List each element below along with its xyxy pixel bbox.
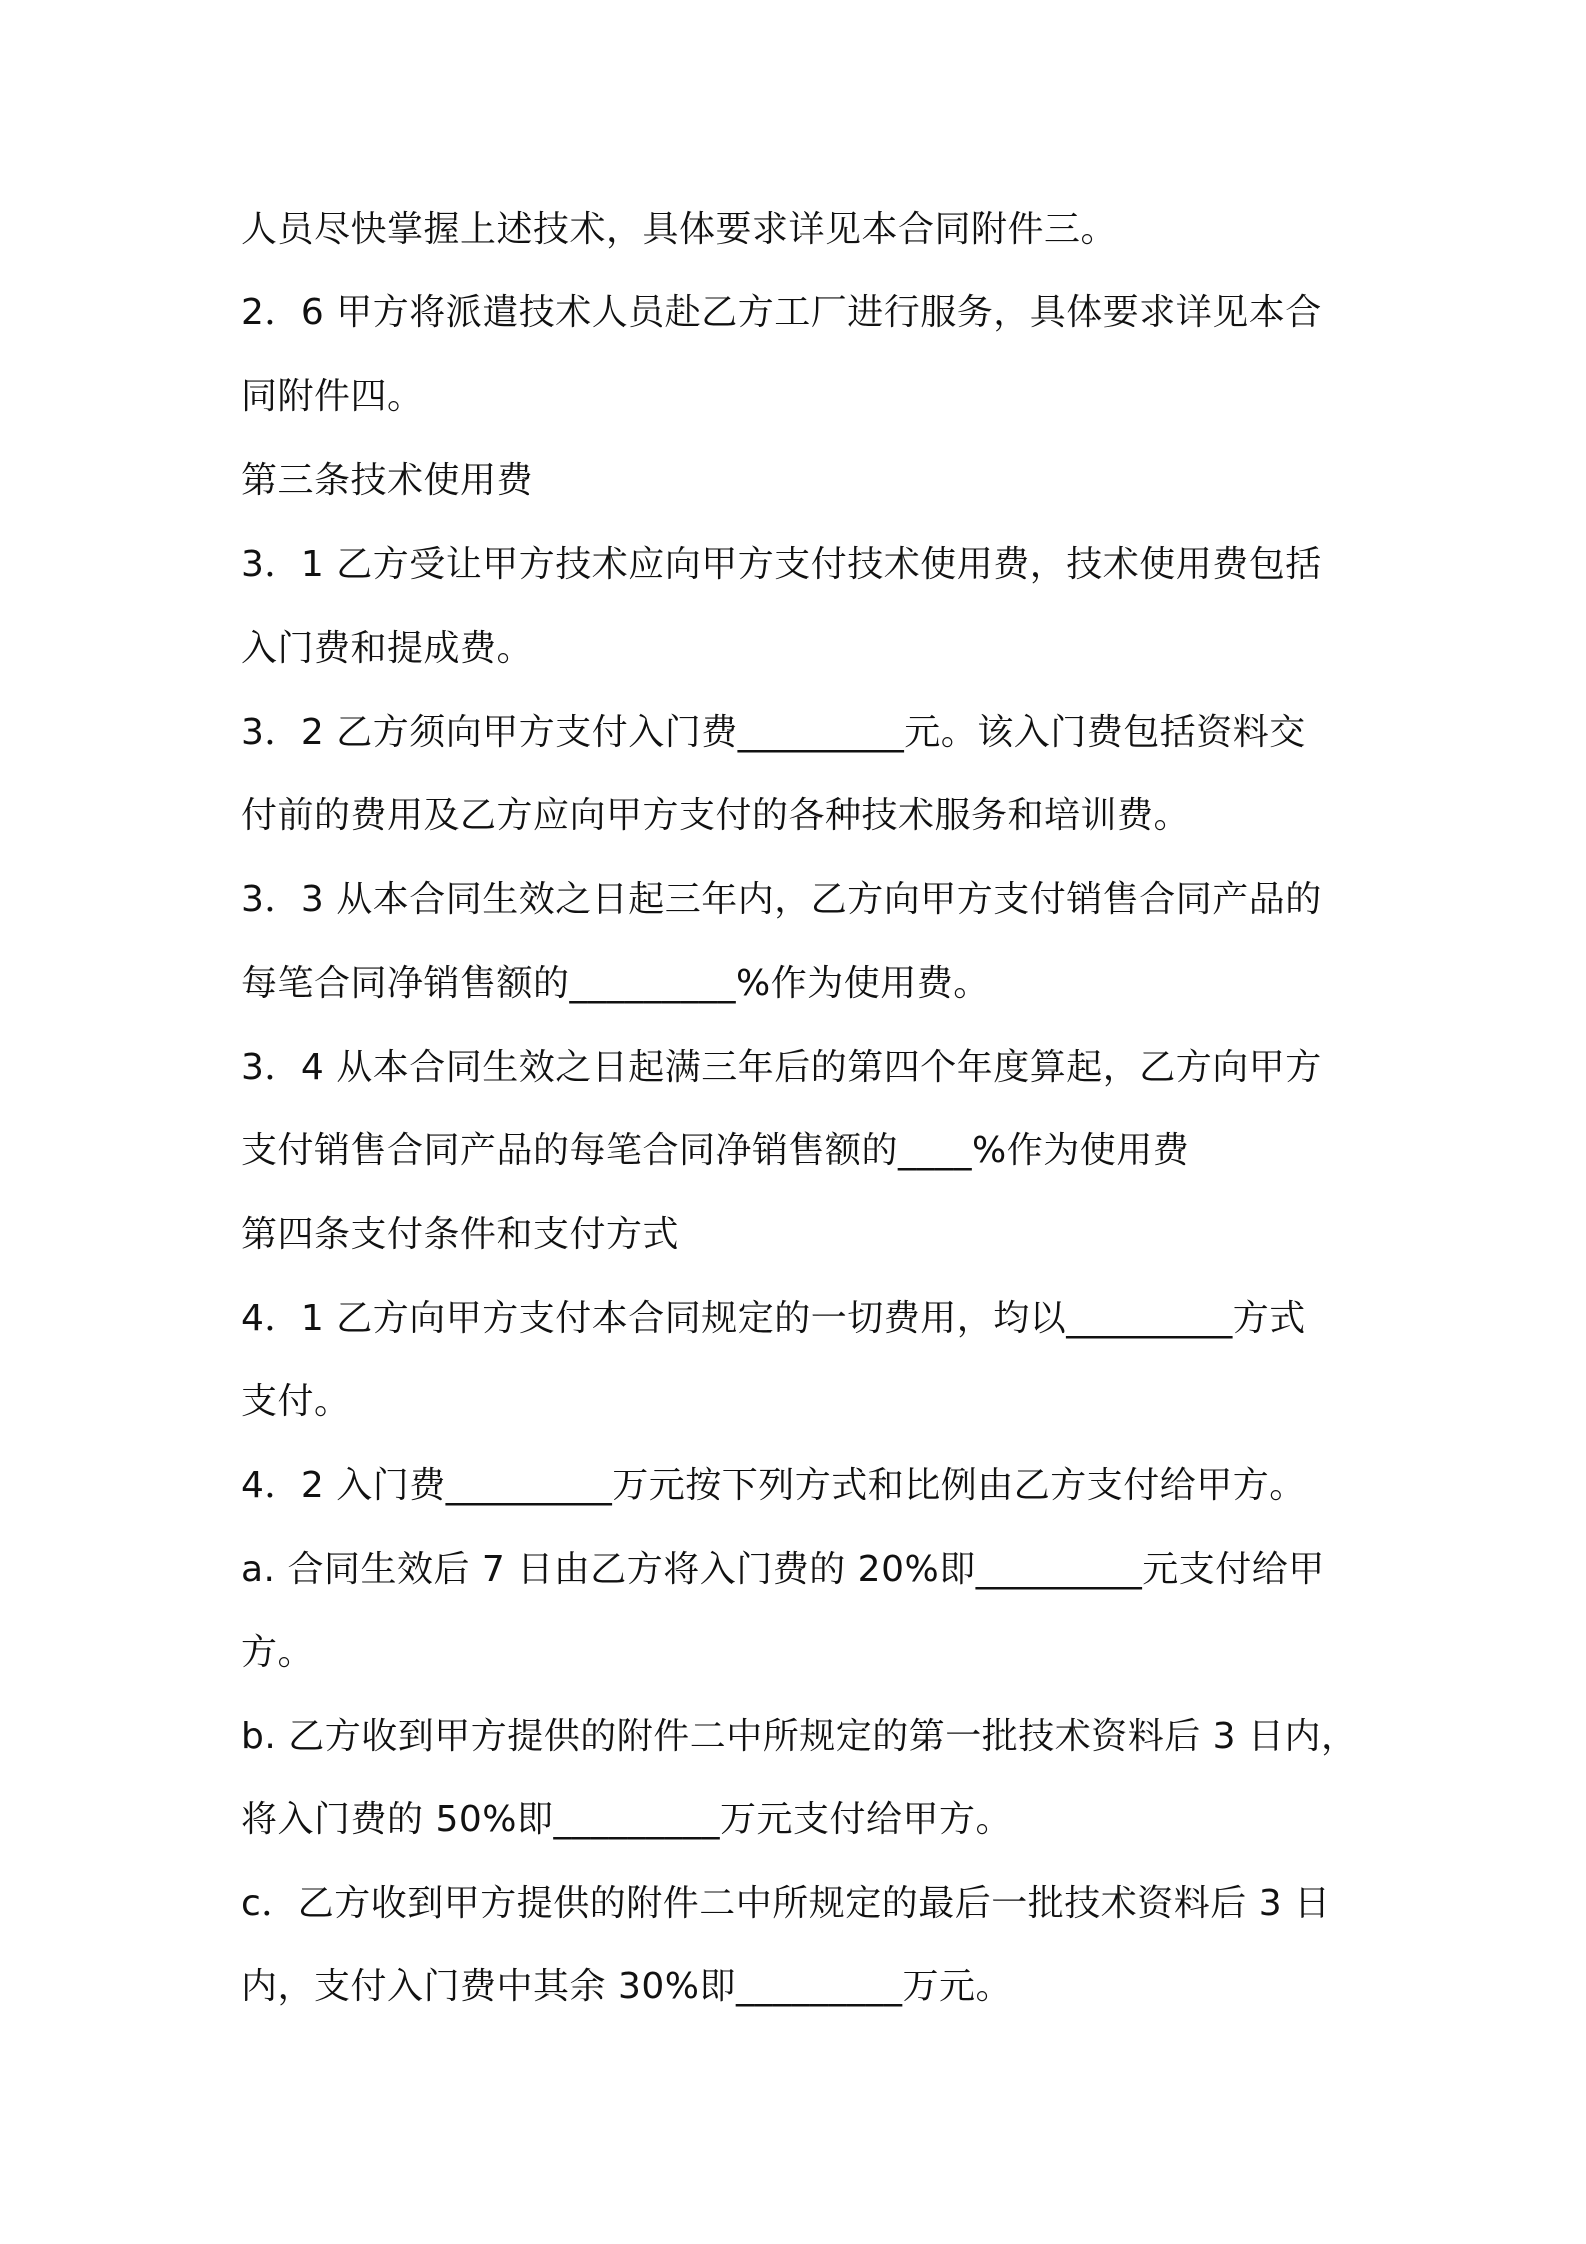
text-line: 2．6 甲方将派遣技术人员赴乙方工厂进行服务，具体要求详见本合 <box>241 292 1322 333</box>
text-line: 方。 <box>241 1632 315 1673</box>
text-line: 3．4 从本合同生效之日起满三年后的第四个年度算起，乙方向甲方 <box>241 1047 1322 1088</box>
text-line: 4．2 入门费_________万元按下列方式和比例由乙方支付给甲方。 <box>241 1465 1306 1506</box>
text-line: 3．2 乙方须向甲方支付入门费_________元。该入门费包括资料交 <box>241 712 1306 753</box>
section-heading: 第三条技术使用费 <box>241 460 534 501</box>
text-line: 内，支付入门费中其余 30%即_________万元。 <box>241 1966 1012 2007</box>
text-line: b. 乙方收到甲方提供的附件二中所规定的第一批技术资料后 3 日内， <box>241 1716 1358 1757</box>
section-heading: 第四条支付条件和支付方式 <box>241 1214 680 1255</box>
text-line: 支付销售合同产品的每笔合同净销售额的____%作为使用费 <box>241 1130 1190 1171</box>
text-line: 3．1 乙方受让甲方技术应向甲方支付技术使用费，技术使用费包括 <box>241 544 1322 585</box>
text-line: 入门费和提成费。 <box>241 628 534 669</box>
text-line: 3．3 从本合同生效之日起三年内，乙方向甲方支付销售合同产品的 <box>241 879 1322 920</box>
text-line: 将入门费的 50%即_________万元支付给甲方。 <box>241 1799 1012 1840</box>
text-line: c．乙方收到甲方提供的附件二中所规定的最后一批技术资料后 3 日 <box>241 1883 1331 1924</box>
text-line: 支付。 <box>241 1381 351 1422</box>
text-line: a. 合同生效后 7 日由乙方将入门费的 20%即_________元支付给甲 <box>241 1549 1325 1590</box>
text-line: 每笔合同净销售额的_________%作为使用费。 <box>241 963 990 1004</box>
text-line: 4．1 乙方向甲方支付本合同规定的一切费用，均以_________方式 <box>241 1298 1306 1339</box>
text-line: 付前的费用及乙方应向甲方支付的各种技术服务和培训费。 <box>241 795 1191 836</box>
text-line: 同附件四。 <box>241 376 424 417</box>
text-line: 人员尽快掌握上述技术，具体要求详见本合同附件三。 <box>241 209 1118 250</box>
